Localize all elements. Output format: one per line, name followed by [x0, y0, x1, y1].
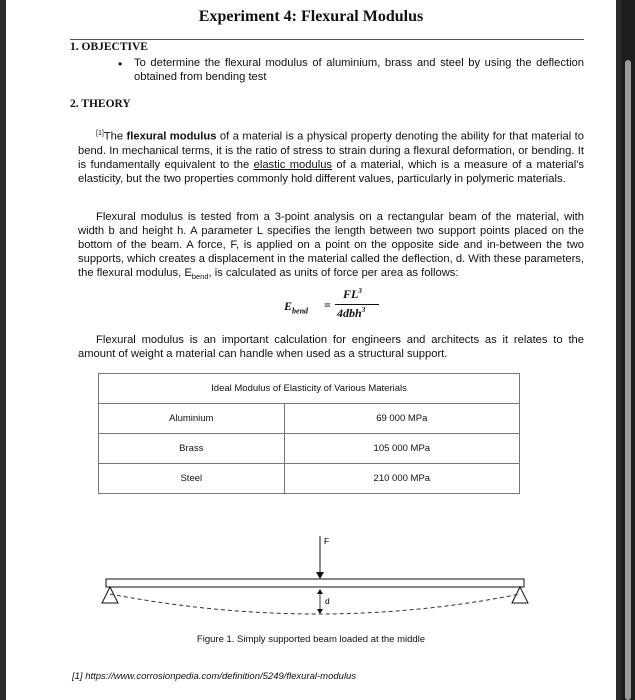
- objective-heading: 1. OBJECTIVE: [70, 41, 148, 53]
- p2-text-b: , is calculated as units of force per area as follows:: [208, 267, 459, 279]
- figure-caption: Figure 1. Simply supported beam loaded at the middle: [196, 634, 426, 645]
- theory-heading: 2. THEORY: [70, 98, 131, 110]
- deflection-arrow-bottom: [317, 609, 323, 614]
- modulus-table: [98, 373, 520, 494]
- force-arrow-head: [316, 572, 324, 579]
- citation-marker: [1]: [96, 130, 104, 137]
- scrollbar[interactable]: [621, 0, 635, 700]
- left-support-icon: [102, 587, 118, 603]
- formula-num-text: FL: [343, 287, 359, 301]
- fraction-bar: [335, 304, 379, 305]
- formula-den-sup: 3: [361, 306, 366, 314]
- beam-diagram: [6, 534, 616, 624]
- table-row: [99, 404, 520, 434]
- table-header-row: [99, 374, 520, 404]
- table-row: [99, 464, 520, 494]
- table-title: Ideal Modulus of Elasticity of Various Materials: [99, 374, 520, 404]
- deflection-label: d: [325, 596, 330, 606]
- scrollbar-thumb[interactable]: [625, 60, 631, 700]
- formula-num-sup: 3: [358, 287, 362, 295]
- elastic-modulus-link[interactable]: elastic modulus: [253, 158, 333, 171]
- table-cell-material: Steel: [99, 464, 285, 494]
- deflected-shape: [110, 594, 520, 614]
- formula-lhs: [284, 299, 308, 315]
- p1-text-a: The: [103, 130, 127, 143]
- document-page: [6, 0, 616, 700]
- theory-paragraph-3: Flexural modulus is an important calculation for engineers and architects as it relates to the amount of weight a material can handle when used as a structural support.: [78, 334, 584, 360]
- theory-paragraph-2: [78, 210, 584, 284]
- objective-bullet-text: To determine the flexural modulus of aluminium, brass and steel by using the deflection obtained from bending test: [134, 57, 584, 83]
- title-divider: [70, 39, 584, 40]
- table-cell-material: Aluminium: [99, 404, 285, 434]
- p2-subscript: bend: [191, 272, 209, 282]
- table-cell-material: Brass: [99, 434, 285, 464]
- p2-text-a: Flexural modulus is tested from a 3-point analysis on a rectangular beam of the material, with width b and height h. A parameter L specifies the length between two support points placed on the bottom of the beam. A force, F, is applied on a point on the opposite side and in-between the two supports, which creates a displacement in the material called the deflection, d. With these parameters, the flexural modulus, E: [78, 211, 584, 279]
- theory-paragraph-1: [78, 127, 584, 186]
- beam: [106, 579, 524, 587]
- force-label: F: [324, 536, 330, 546]
- formula-equals: =: [324, 298, 331, 312]
- reference-link[interactable]: [1] https://www.corrosionpedia.com/definition/5249/flexural-modulus: [72, 671, 357, 682]
- formula-numerator: [343, 287, 362, 302]
- table-row: [99, 434, 520, 464]
- formula-denominator: [337, 306, 365, 321]
- formula-e: E: [284, 299, 293, 313]
- page-title: Experiment 4: Flexural Modulus: [198, 8, 424, 25]
- formula-lhs-sub: bend: [292, 306, 309, 316]
- p1-bold-term: flexural modulus: [126, 130, 217, 143]
- bullet-icon: •: [118, 57, 123, 71]
- table-cell-value: 210 000 MPa: [284, 464, 519, 494]
- p1-text-b: of a material is a physical property denoting the ability for that material to bend. In mechanical terms, it is the ratio of stress to strain during a flexural deformation, or bending. It is fundamentally equivalent to the: [78, 130, 584, 171]
- deflection-arrow-top: [317, 589, 323, 594]
- table-cell-value: 105 000 MPa: [284, 434, 519, 464]
- formula-den-text: 4dbh: [337, 306, 362, 320]
- table-cell-value: 69 000 MPa: [284, 404, 519, 434]
- p1-text-c: of a material, which is a measure of a material's elasticity, but the two properties commonly hold different values, particularly in polymeric materials.: [78, 158, 584, 185]
